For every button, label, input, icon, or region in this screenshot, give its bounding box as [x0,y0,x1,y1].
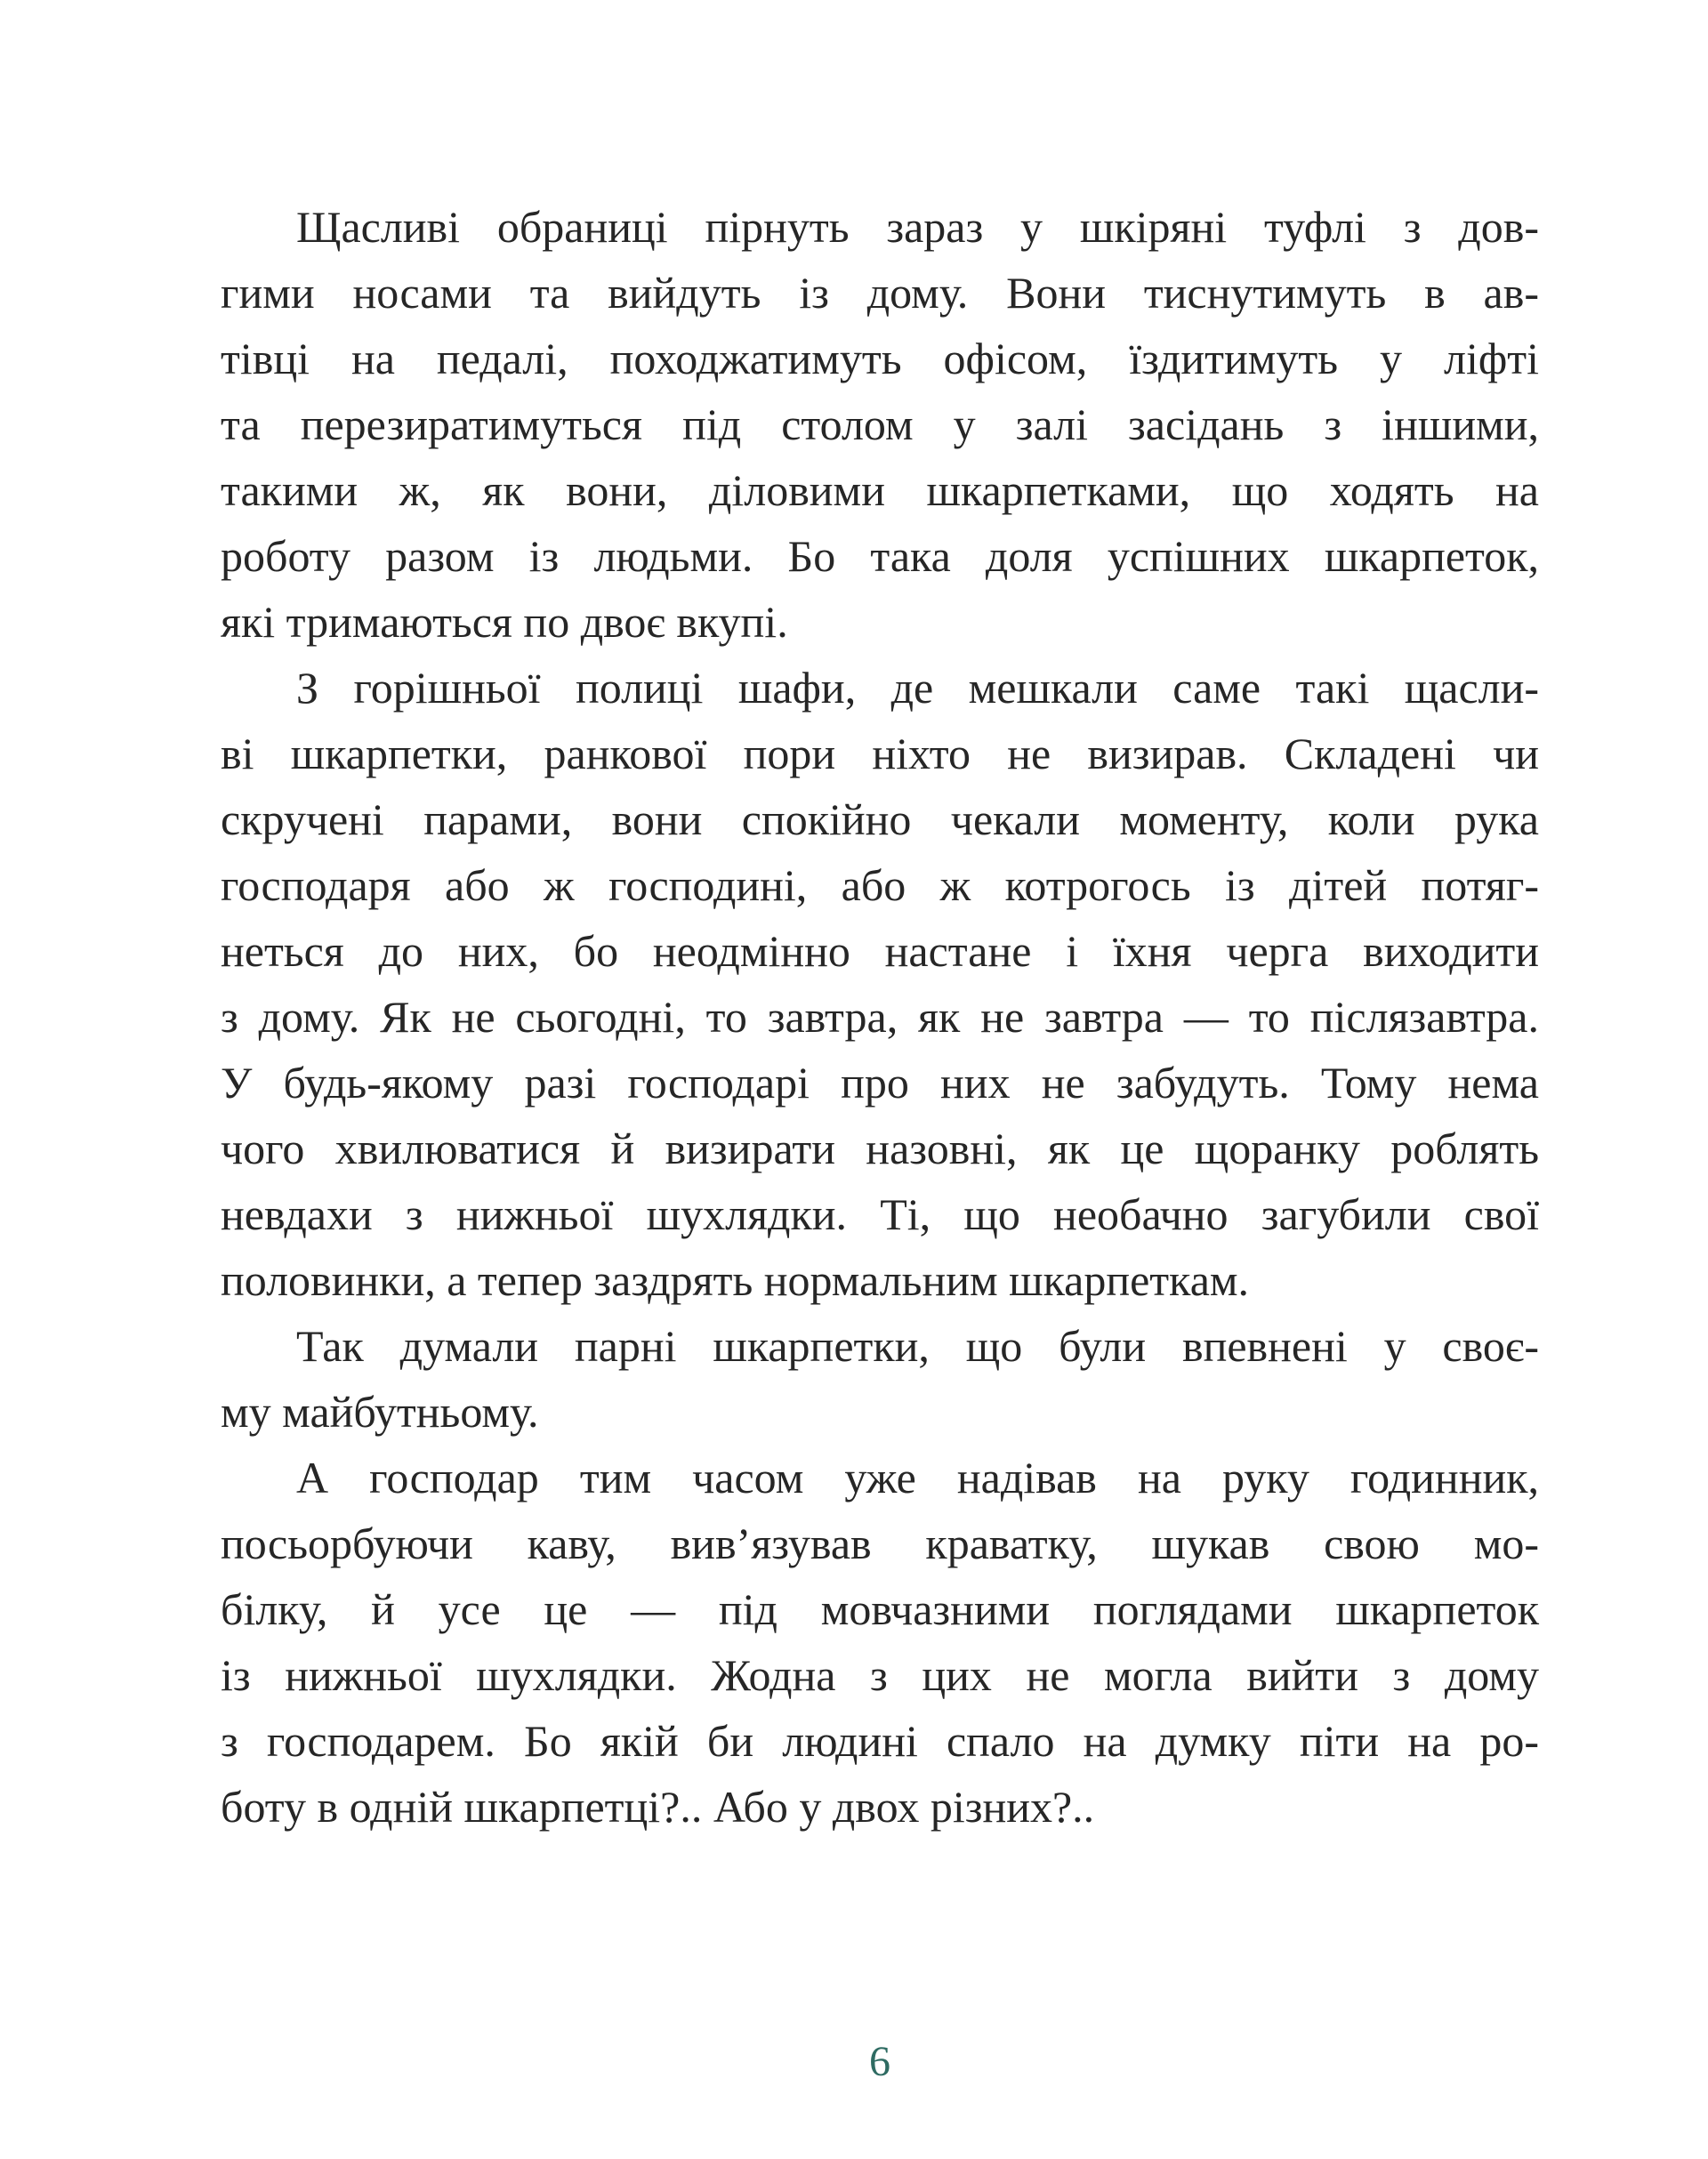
text-line: господаря або ж господині, або ж котрогось із дітей потяг- [221,860,1539,910]
paragraph-4 [221,1445,1539,1840]
text-line: невдахи з нижньої шухлядки. Ті, що необачно загубили свої [221,1189,1539,1239]
text-line: А господар тим часом уже надівав на руку годинник, [296,1453,1539,1502]
text-line: які тримаються по двоє вкупі. [221,597,788,647]
text-line: половинки, а тепер заздрять нормальним шкарпеткам. [221,1255,1250,1305]
text-line: ві шкарпетки, ранкової пори ніхто не визирав. Складені чи [221,729,1539,778]
paragraph-2 [221,655,1539,1313]
text-line: Щасливі обраниці пірнуть зараз у шкіряні туфлі з дов- [296,202,1539,252]
text-line: неться до них, бо неодмінно настане і їхня черга виходити [221,926,1539,976]
text-line: білку, й усе це — під мовчазними поглядами шкарпеток [221,1584,1539,1634]
text-line: скручені парами, вони спокійно чекали моменту, коли рука [221,794,1539,844]
text-line: чого хвилюватися й визирати назовні, як це щоранку роблять [221,1124,1539,1173]
text-block [221,194,1539,1840]
text-line: Так думали парні шкарпетки, що були впевнені у своє- [296,1321,1539,1371]
text-line: У будь-якому разі господарі про них не забудуть. Тому нема [221,1058,1539,1108]
paragraph-1 [221,194,1539,655]
text-line: тівці на педалі, походжатимуть офісом, їздитимуть у ліфті [221,334,1539,383]
text-line: та перезиратимуться під столом у залі засідань з іншими, [221,399,1539,449]
text-line: му майбутньому. [221,1387,539,1437]
text-line: гими носами та вийдуть із дому. Вони тиснутимуть в ав- [221,268,1539,318]
text-line: боту в одній шкарпетці?.. Або у двох різних?.. [221,1782,1095,1832]
text-line: з дому. Як не сьогодні, то завтра, як не завтра — то післязавтра. [221,992,1539,1042]
paragraph-3 [221,1313,1539,1445]
text-line: посьорбуючи каву, вив’язував краватку, шукав свою мо- [221,1519,1539,1568]
text-line: З горішньої полиці шафи, де мешкали саме такі щасли- [296,663,1539,713]
text-line: з господарем. Бо якій би людині спало на думку піти на ро- [221,1716,1539,1766]
text-line: роботу разом із людьми. Бо така доля успішних шкарпеток, [221,531,1539,581]
text-line: такими ж, як вони, діловими шкарпетками, що ходять на [221,465,1539,515]
page-number: 6 [869,2038,890,2085]
text-line: із нижньої шухлядки. Жодна з цих не могла вийти з дому [221,1650,1539,1700]
